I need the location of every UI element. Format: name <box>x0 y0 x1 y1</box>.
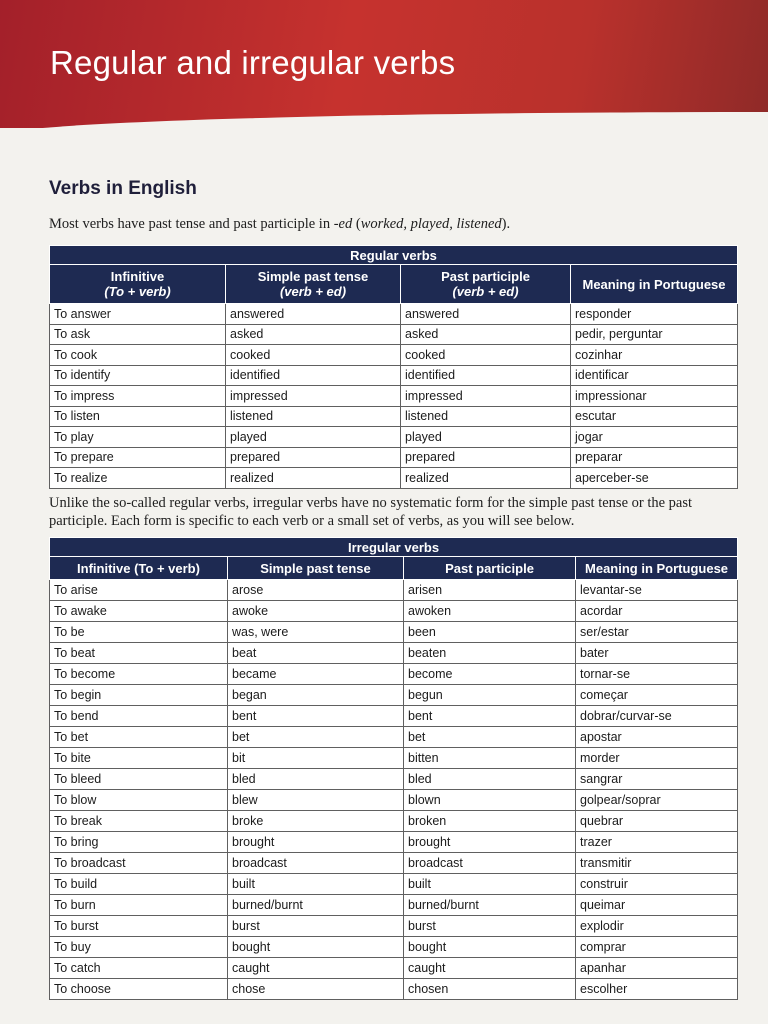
irregular-cell: explodir <box>576 916 738 937</box>
irregular-cell: bet <box>404 727 576 748</box>
irregular-cell: bit <box>228 748 404 769</box>
irregular-cell: bitten <box>404 748 576 769</box>
regular-cell: To cook <box>50 345 226 366</box>
regular-table-row <box>50 406 738 427</box>
irregular-table-row <box>50 811 738 832</box>
irregular-table-row <box>50 853 738 874</box>
irregular-cell: chose <box>228 979 404 1000</box>
irregular-cell: caught <box>228 958 404 979</box>
regular-table-row <box>50 304 738 325</box>
irregular-cell: was, were <box>228 622 404 643</box>
regular-table-row <box>50 345 738 366</box>
irregular-cell: broken <box>404 811 576 832</box>
irregular-cell: built <box>228 874 404 895</box>
intro-text: Most verbs have past tense and past participle in -ed (worked, played, listened). <box>49 216 511 232</box>
irregular-table-row <box>50 937 738 958</box>
irregular-table-row <box>50 601 738 622</box>
irregular-table-row <box>50 790 738 811</box>
regular-cell: pedir, perguntar <box>571 324 738 345</box>
regular-cell: To answer <box>50 304 226 325</box>
irregular-cell: been <box>404 622 576 643</box>
irregular-cell: burned/burnt <box>404 895 576 916</box>
regular-cell: To realize <box>50 468 226 489</box>
regular-cell: realized <box>226 468 401 489</box>
irregular-cell: To build <box>50 874 228 895</box>
regular-cell: answered <box>226 304 401 325</box>
irregular-cell: To blow <box>50 790 228 811</box>
irregular-cell: sangrar <box>576 769 738 790</box>
regular-verbs-table <box>49 245 738 489</box>
irregular-cell: quebrar <box>576 811 738 832</box>
irregular-intro-paragraph: Unlike the so-called regular verbs, irregular verbs have no systematic form for the simple past tense or the past participle. Each form is specific to each verb or a small set of verbs, as you will see below. <box>49 495 693 529</box>
regular-table-row <box>50 365 738 386</box>
regular-cell: played <box>401 427 571 448</box>
irregular-cell: chosen <box>404 979 576 1000</box>
irregular-cell: comprar <box>576 937 738 958</box>
irregular-cell: transmitir <box>576 853 738 874</box>
regular-cell: realized <box>401 468 571 489</box>
irregular-cell: burst <box>404 916 576 937</box>
irregular-cell: arisen <box>404 580 576 601</box>
irregular-cell: broadcast <box>228 853 404 874</box>
regular-cell: cooked <box>401 345 571 366</box>
regular-cell: jogar <box>571 427 738 448</box>
regular-column-header <box>50 265 226 304</box>
regular-cell: identificar <box>571 365 738 386</box>
irregular-cell: blown <box>404 790 576 811</box>
regular-cell: To prepare <box>50 447 226 468</box>
irregular-table-row <box>50 748 738 769</box>
regular-cell: listened <box>226 406 401 427</box>
irregular-cell: begun <box>404 685 576 706</box>
irregular-cell: To broadcast <box>50 853 228 874</box>
irregular-table-row <box>50 958 738 979</box>
irregular-cell: trazer <box>576 832 738 853</box>
regular-header-line: (To + verb) <box>104 284 171 299</box>
irregular-cell: To beat <box>50 643 228 664</box>
irregular-table-row <box>50 685 738 706</box>
irregular-cell: levantar-se <box>576 580 738 601</box>
regular-cell: listened <box>401 406 571 427</box>
regular-cell: aperceber-se <box>571 468 738 489</box>
irregular-cell: escolher <box>576 979 738 1000</box>
regular-header-line: Meaning in Portuguese <box>582 276 726 292</box>
irregular-cell: blew <box>228 790 404 811</box>
irregular-cell: built <box>404 874 576 895</box>
regular-table-caption: Regular verbs <box>50 246 738 265</box>
irregular-cell: brought <box>228 832 404 853</box>
irregular-table-caption: Irregular verbs <box>50 538 738 557</box>
regular-cell: To impress <box>50 386 226 407</box>
irregular-cell: became <box>228 664 404 685</box>
irregular-cell: começar <box>576 685 738 706</box>
regular-cell: To identify <box>50 365 226 386</box>
irregular-cell: ser/estar <box>576 622 738 643</box>
regular-cell: answered <box>401 304 571 325</box>
regular-header-line: Simple past tense <box>257 269 369 284</box>
irregular-cell: burned/burnt <box>228 895 404 916</box>
irregular-cell: To arise <box>50 580 228 601</box>
irregular-cell: become <box>404 664 576 685</box>
irregular-cell: broke <box>228 811 404 832</box>
irregular-cell: golpear/soprar <box>576 790 738 811</box>
regular-cell: To play <box>50 427 226 448</box>
irregular-table-row <box>50 916 738 937</box>
regular-cell: played <box>226 427 401 448</box>
irregular-cell: bled <box>228 769 404 790</box>
irregular-cell: To bite <box>50 748 228 769</box>
section-title: Verbs in English <box>49 178 197 199</box>
irregular-cell: queimar <box>576 895 738 916</box>
regular-header-line: Past participle <box>441 269 530 284</box>
irregular-table-row <box>50 979 738 1000</box>
regular-cell: asked <box>401 324 571 345</box>
irregular-cell: bater <box>576 643 738 664</box>
irregular-cell: To buy <box>50 937 228 958</box>
regular-cell: impressed <box>401 386 571 407</box>
regular-table-row <box>50 386 738 407</box>
irregular-verbs-table <box>49 537 738 1000</box>
regular-table-row <box>50 447 738 468</box>
irregular-cell: acordar <box>576 601 738 622</box>
irregular-cell: brought <box>404 832 576 853</box>
regular-column-header <box>401 265 571 304</box>
regular-cell: identified <box>226 365 401 386</box>
regular-cell: impressed <box>226 386 401 407</box>
irregular-table-row <box>50 580 738 601</box>
irregular-cell: To break <box>50 811 228 832</box>
irregular-cell: beaten <box>404 643 576 664</box>
regular-table-row <box>50 468 738 489</box>
irregular-cell: caught <box>404 958 576 979</box>
irregular-table-row <box>50 832 738 853</box>
regular-cell: cooked <box>226 345 401 366</box>
irregular-cell: dobrar/curvar-se <box>576 706 738 727</box>
regular-column-header <box>226 265 401 304</box>
irregular-cell: To become <box>50 664 228 685</box>
irregular-column-header: Infinitive (To + verb) <box>50 557 228 580</box>
irregular-table-row <box>50 643 738 664</box>
irregular-cell: bought <box>228 937 404 958</box>
irregular-cell: awoken <box>404 601 576 622</box>
regular-cell: To listen <box>50 406 226 427</box>
regular-header-line: (verb + ed) <box>279 284 347 299</box>
regular-cell: asked <box>226 324 401 345</box>
regular-table-row <box>50 324 738 345</box>
irregular-cell: bled <box>404 769 576 790</box>
irregular-cell: broadcast <box>404 853 576 874</box>
irregular-table-row <box>50 769 738 790</box>
regular-column-header <box>571 265 738 304</box>
irregular-cell: To burn <box>50 895 228 916</box>
regular-header-line: Infinitive <box>110 269 165 284</box>
irregular-cell: beat <box>228 643 404 664</box>
regular-cell: To ask <box>50 324 226 345</box>
irregular-cell: morder <box>576 748 738 769</box>
irregular-cell: awoke <box>228 601 404 622</box>
regular-cell: identified <box>401 365 571 386</box>
irregular-cell: tornar-se <box>576 664 738 685</box>
irregular-cell: To awake <box>50 601 228 622</box>
irregular-cell: arose <box>228 580 404 601</box>
regular-table-row <box>50 427 738 448</box>
irregular-table-row <box>50 874 738 895</box>
irregular-column-header: Meaning in Portuguese <box>576 557 738 580</box>
irregular-cell: To begin <box>50 685 228 706</box>
irregular-cell: To bring <box>50 832 228 853</box>
irregular-cell: To burst <box>50 916 228 937</box>
irregular-table-row <box>50 706 738 727</box>
irregular-cell: burst <box>228 916 404 937</box>
irregular-cell: construir <box>576 874 738 895</box>
regular-header-line: (verb + ed) <box>452 284 519 299</box>
irregular-cell: To bleed <box>50 769 228 790</box>
irregular-column-header: Simple past tense <box>228 557 404 580</box>
regular-cell: preparar <box>571 447 738 468</box>
irregular-column-header: Past participle <box>404 557 576 580</box>
irregular-cell: bet <box>228 727 404 748</box>
irregular-cell: began <box>228 685 404 706</box>
irregular-cell: apanhar <box>576 958 738 979</box>
regular-cell: responder <box>571 304 738 325</box>
regular-cell: prepared <box>226 447 401 468</box>
chapter-title: Regular and irregular verbs <box>50 44 456 81</box>
regular-cell: prepared <box>401 447 571 468</box>
irregular-cell: bent <box>228 706 404 727</box>
regular-cell: escutar <box>571 406 738 427</box>
irregular-cell: To bet <box>50 727 228 748</box>
irregular-cell: To catch <box>50 958 228 979</box>
irregular-table-row <box>50 727 738 748</box>
regular-cell: cozinhar <box>571 345 738 366</box>
irregular-cell: apostar <box>576 727 738 748</box>
irregular-cell: bought <box>404 937 576 958</box>
irregular-cell: To choose <box>50 979 228 1000</box>
irregular-cell: To bend <box>50 706 228 727</box>
regular-cell: impressionar <box>571 386 738 407</box>
irregular-table-row <box>50 622 738 643</box>
irregular-table-row <box>50 895 738 916</box>
irregular-cell: To be <box>50 622 228 643</box>
irregular-cell: bent <box>404 706 576 727</box>
irregular-table-row <box>50 664 738 685</box>
